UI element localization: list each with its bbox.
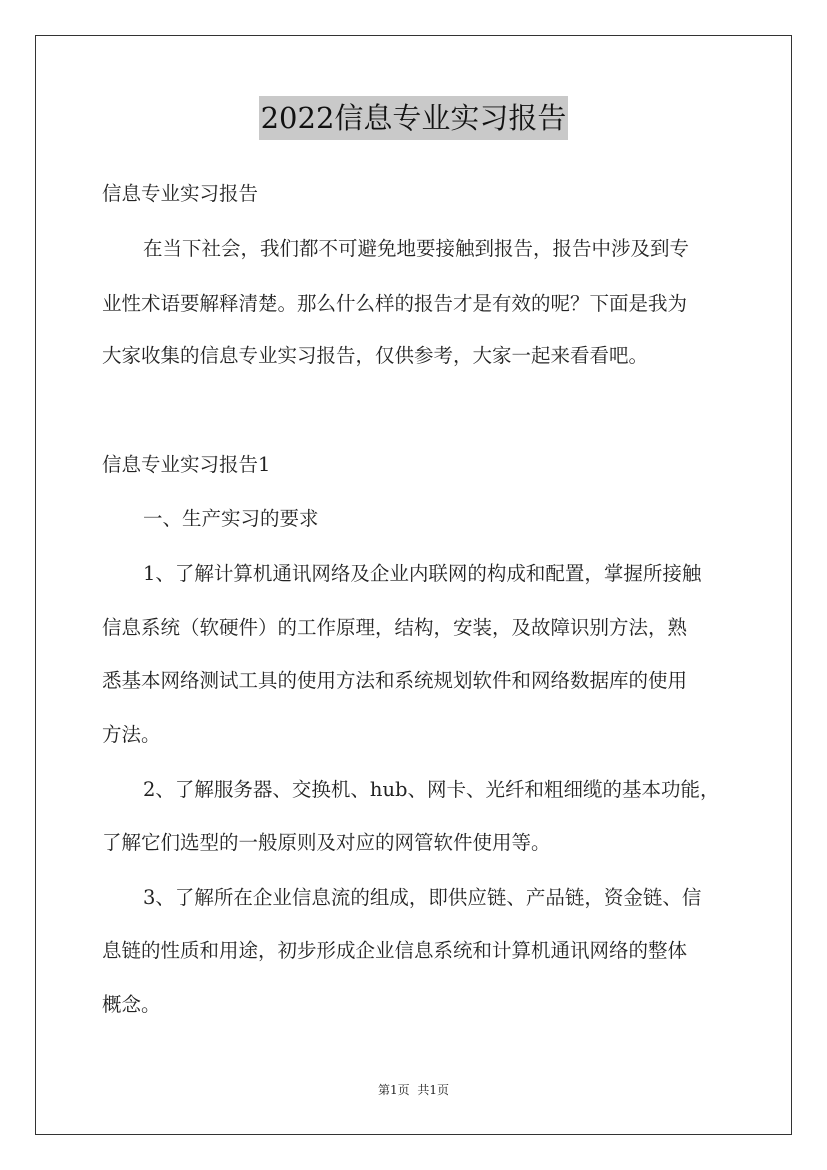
paragraph-line: 业性术语要解释清楚。那么什么样的报告才是有效的呢？下面是我为 [102, 292, 688, 315]
subtitle-line: 信息专业实习报告 [102, 182, 259, 205]
paragraph-line: 3、了解所在企业信息流的组成，即供应链、产品链，资金链、信 [143, 886, 702, 909]
paragraph-line: 2、了解服务器、交换机、hub、网卡、光纤和粗细缆的基本功能， [143, 778, 720, 801]
paragraph-line: 大家收集的信息专业实习报告，仅供参考，大家一起来看看吧。 [102, 344, 649, 367]
paragraph-line: 息链的性质和用途，初步形成企业信息系统和计算机通讯网络的整体 [102, 939, 688, 962]
document-title: 2022信息专业实习报告 [259, 96, 569, 140]
page-number-total: 共1页 [417, 1083, 449, 1097]
page-footer [0, 1081, 827, 1099]
page-number-current: 第1页 [378, 1083, 410, 1097]
paragraph-line: 概念。 [102, 993, 161, 1016]
paragraph-line: 悉基本网络测试工具的使用方法和系统规划软件和网络数据库的使用 [102, 669, 688, 692]
paragraph-line: 方法。 [102, 723, 161, 746]
paragraph-line: 信息系统（软硬件）的工作原理，结构，安装，及故障识别方法，熟 [102, 616, 688, 639]
subsection-heading: 一、生产实习的要求 [143, 507, 319, 530]
paragraph-line: 在当下社会，我们都不可避免地要接触到报告，报告中涉及到专 [143, 237, 690, 260]
title-wrap [0, 96, 827, 140]
paragraph-line: 1、了解计算机通讯网络及企业内联网的构成和配置，掌握所接触 [143, 562, 702, 585]
paragraph-line: 了解它们选型的一般原则及对应的网管软件使用等。 [102, 831, 551, 854]
section-heading: 信息专业实习报告1 [102, 453, 271, 476]
